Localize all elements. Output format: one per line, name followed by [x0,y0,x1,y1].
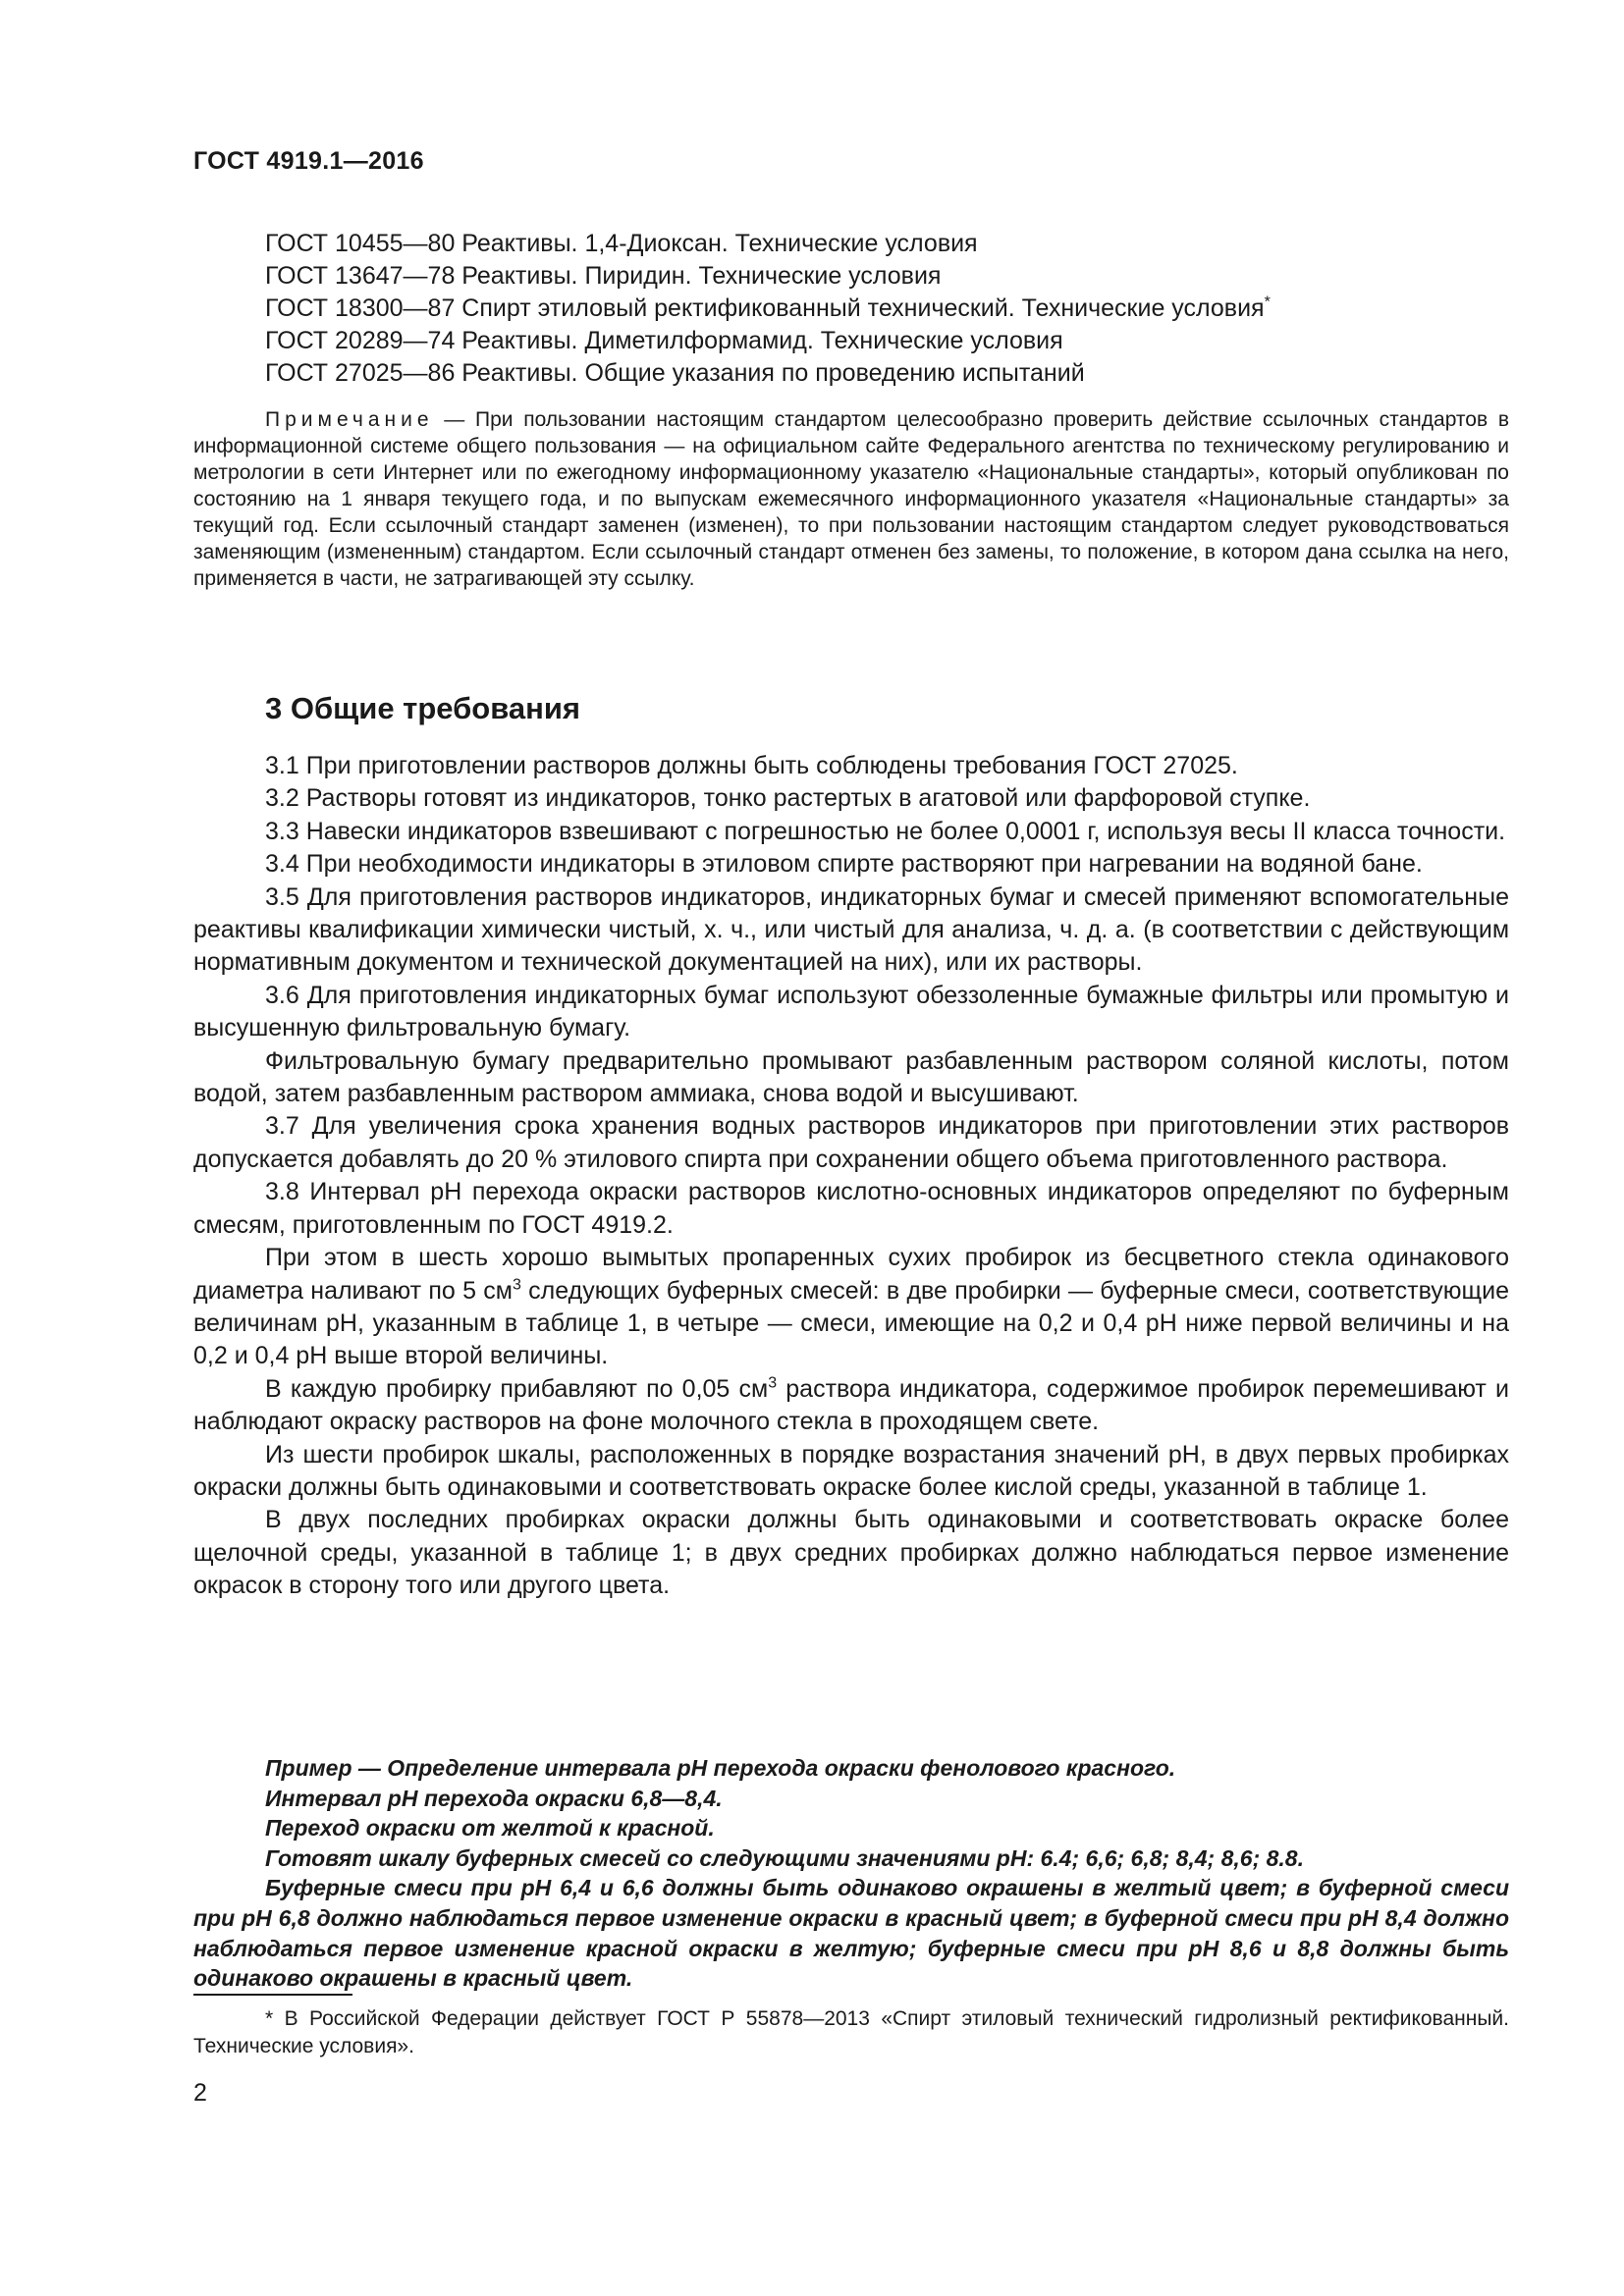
footnote-divider [193,1994,352,1996]
paragraph: 3.4 При необходимости индикаторы в этиловом спирте растворяют при нагревании на водяной бане. [265,850,1423,879]
document-header: ГОСТ 4919.1—2016 [193,147,424,175]
reference-item: ГОСТ 27025—86 Реактивы. Общие указания по проведению испытаний [265,359,1085,387]
paragraph: В двух последних пробирках окраски должны быть одинаковыми и соответствовать окраске более щелочной среды, указанной в таблице 1; в двух средних пробирках должно наблюдаться первое изменение окрасок в сторону того или другого цвета. [193,1506,1509,1600]
reference-item: ГОСТ 13647—78 Реактивы. Пиридин. Технические условия [265,262,942,290]
example-line: Пример — Определение интервала рН перехода окраски фенолового красного. [265,1755,1176,1781]
reference-item: ГОСТ 20289—74 Реактивы. Диметилформамид. Технические условия [265,327,1063,354]
note-text: — При пользовании настоящим стандартом целесообразно проверить действие ссылочных стандартов в информационной системе общего пользования — на официальном сайте Федерального агентства по техническому регулированию и метрологии в сети Интернет или по ежегодному информационному указателю «Национальные стандарты», который опубликован по состоянию на 1 января текущего года, и по выпускам ежемесячного информационного указателя «Национальные стандарты» за текущий год. Если ссылочный стандарт заменен (изменен), то при пользовании настоящим стандартом следует руководствоваться заменяющим (измененным) стандартом. Если ссылочный стандарт отменен без замены, то положение, в котором дана ссылка на него, применяется в части, не затрагивающей эту ссылку. [193,408,1509,590]
paragraph: 3.3 Навески индикаторов взвешивают с погрешностью не более 0,0001 г, используя весы II класса точности. [265,817,1506,845]
section-body [193,750,1509,1603]
note-label: Примечание [265,408,434,431]
example-line: Интервал рН перехода окраски 6,8—8,4. [265,1785,723,1811]
footnote [193,2005,1509,2060]
paragraph: Из шести пробирок шкалы, расположенных в порядке возрастания значений рН, в двух первых пробирках окраски должны быть одинаковыми и соответствовать окраске более кислой среды, указанной в таблице 1. [193,1440,1509,1501]
paragraph: Фильтровальную бумагу предварительно промывают разбавленным раствором соляной кислоты, потом водой, затем разбавленным раствором аммиака, снова водой и высушивают. [193,1046,1509,1108]
paragraph: 3.8 Интервал рН перехода окраски растворов кислотно-основных индикаторов определяют по буферным смесям, приготовленным по ГОСТ 4919.2. [193,1178,1509,1239]
paragraph: 3.5 Для приготовления растворов индикаторов, индикаторных бумаг и смесей применяют вспомогательные реактивы квалификации химически чистый, х. ч., или чистый для анализа, ч. д. а. (в соответствии с действующим нормативным документом и технической документацией на них), или их растворы. [193,882,1509,977]
paragraph: При этом в шесть хорошо вымытых пропаренных сухих пробирок из бесцветного стекла одинакового диаметра наливают по 5 $см^3$ следующих буферных смесей: в две пробирки — буферные смеси, соответствующие величинам рН, указанным в таблице 1, в четыре — смеси, имеющие на 0,2 и 0,4 рН ниже первой величины и на 0,2 и 0,4 рН выше второй величины. [193,1244,1509,1370]
reference-item: ГОСТ 18300—87 Спирт этиловый ректификованный технический. Технические условия* [265,294,1271,322]
paragraph: 3.1 При приготовлении растворов должны быть соблюдены требования ГОСТ 27025. [265,752,1238,779]
paragraph: 3.7 Для увеличения срока хранения водных растворов индикаторов при приготовлении этих растворов допускается добавлять до 20 % этилового спирта при сохранении общего объема приготовленного раствора. [193,1112,1509,1173]
example-line: Буферные смеси при рН 6,4 и 6,6 должны быть одинаково окрашены в желтый цвет; в буферной смеси при рН 6,8 должно наблюдаться первое изменение окраски в красный цвет; в буферной смеси при рН 8,4 должно наблюдаться первое изменение красной окраски в желтую; буферные смеси при рН 8,6 и 8,8 должны быть одинаково окрашены в красный цвет. [193,1875,1509,1992]
example-line: Готовят шкалу буферных смесей со следующими значениями рН: 6.4; 6,6; 6,8; 8,4; 8,6; 8.8. [265,1844,1304,1871]
example-line: Переход окраски от желтой к красной. [265,1815,715,1842]
paragraph: 3.2 Растворы готовят из индикаторов, тонко растертых в агатовой или фарфоровой ступке. [265,784,1311,813]
reference-item: ГОСТ 10455—80 Реактивы. 1,4-Диоксан. Технические условия [265,230,978,257]
footnote-marker: * [1264,294,1271,311]
normative-references-list [265,228,1492,390]
note-block [193,406,1509,592]
footnote-text: * В Российской Федерации действует ГОСТ Р 55878—2013 «Спирт этиловый технический гидролизный ректификованный. Технические условия». [193,2007,1509,2057]
section-title: 3 Общие требования [265,691,580,725]
paragraph: В каждую пробирку прибавляют по 0,05 $см^3$ раствора индикатора, содержимое пробирок перемешивают и наблюдают окраску растворов на фоне молочного стекла в проходящем свете. [193,1374,1509,1436]
example-block [193,1753,1509,1994]
page-number: 2 [193,2079,207,2107]
paragraph: 3.6 Для приготовления индикаторных бумаг используют обеззоленные бумажные фильтры или промытую и высушенную фильтровальную бумагу. [193,981,1509,1042]
